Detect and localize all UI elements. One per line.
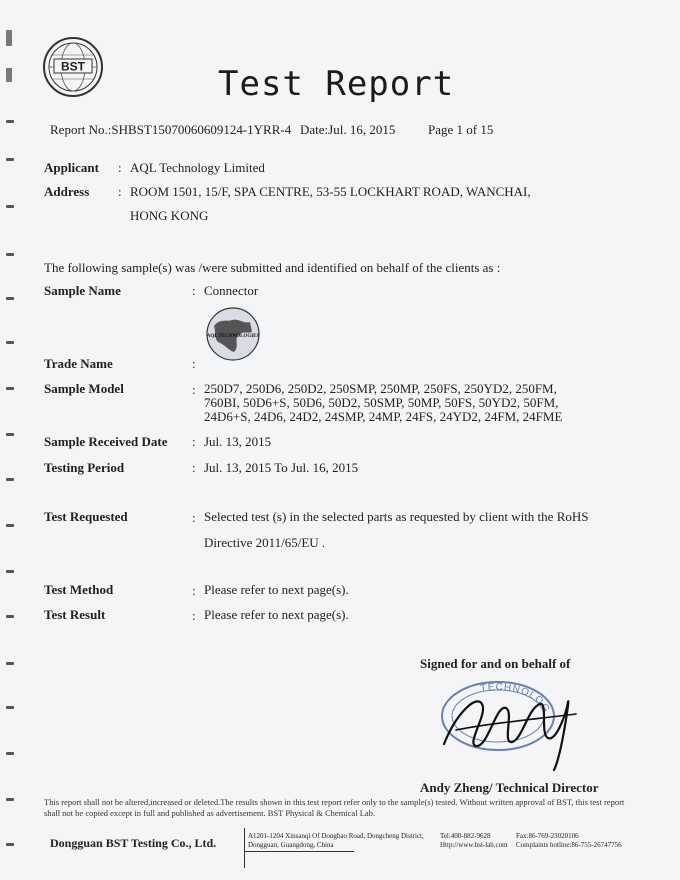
colon: : bbox=[192, 283, 196, 298]
footer-address-2: Dongguan, Guangdong, China bbox=[248, 841, 334, 849]
footer-company-name: Dongguan BST Testing Co., Ltd. bbox=[50, 836, 217, 850]
footer-fax: Fax:86-769-23020106 bbox=[516, 832, 579, 840]
sample-model-line-2: 760BI, 50D6+S, 50D6, 50D2, 50SMP, 50MP, 50FS, 50YD2, 50FM, bbox=[204, 395, 559, 410]
svg-text:AQL TECHNOLOGIES: AQL TECHNOLOGIES bbox=[206, 334, 260, 339]
testing-period-value: Jul. 13, 2015 To Jul. 16, 2015 bbox=[204, 460, 359, 475]
colon: : bbox=[192, 583, 196, 598]
signed-for-text: Signed for and on behalf of bbox=[420, 656, 571, 671]
sample-name-label: Sample Name bbox=[44, 283, 121, 298]
page-count: Page 1 of 15 bbox=[428, 122, 494, 137]
company-stamp-signature bbox=[436, 674, 586, 779]
address-line-2: HONG KONG bbox=[130, 208, 209, 223]
footer-divider bbox=[244, 828, 245, 868]
page-title: Test Report bbox=[218, 64, 455, 104]
applicant-value: AQL Technology Limited bbox=[130, 160, 265, 175]
test-method-value: Please refer to next page(s). bbox=[204, 582, 349, 597]
svg-text:BST: BST bbox=[61, 59, 85, 74]
colon: : bbox=[118, 184, 122, 199]
sample-model-line-1: 250D7, 250D6, 250D2, 250SMP, 250MP, 250FS, 250YD2, 250FM, bbox=[204, 381, 557, 396]
address-line-1: ROOM 1501, 15/F, SPA CENTRE, 53-55 LOCKHART ROAD, WANCHAI, bbox=[130, 184, 531, 199]
test-result-value: Please refer to next page(s). bbox=[204, 607, 349, 622]
sample-name-value: Connector bbox=[204, 283, 259, 298]
disclaimer-text: This report shall not be altered,increased or deleted.The results shown in this test report refer only to the sample(s) tested. Without written approval of BST, this test report shall not be copied except in full and published as advertisement. BST Physical & Chemical Lab. bbox=[44, 797, 625, 818]
colon: : bbox=[192, 510, 196, 525]
test-method-label: Test Method bbox=[44, 582, 114, 597]
colon: : bbox=[192, 460, 196, 475]
sample-model-line-3: 24D6+S, 24D6, 24D2, 24SMP, 24MP, 24FS, 24YD2, 24FM, 24FME bbox=[204, 409, 563, 424]
signer-name: Andy Zheng/ Technical Director bbox=[420, 780, 599, 795]
test-result-label: Test Result bbox=[44, 607, 106, 622]
report-date: Date:Jul. 16, 2015 bbox=[300, 122, 396, 137]
footer-divider bbox=[244, 851, 354, 852]
sample-received-value: Jul. 13, 2015 bbox=[204, 434, 272, 449]
footer-complaints: Complaints hotline:86-755-26747756 bbox=[516, 841, 622, 849]
sample-received-label: Sample Received Date bbox=[44, 434, 168, 449]
colon: : bbox=[192, 382, 196, 397]
sample-model-label: Sample Model bbox=[44, 381, 124, 396]
address-label: Address bbox=[44, 184, 90, 199]
colon: : bbox=[192, 356, 196, 371]
footer-address-1: A1201-1204 Xinsanqi Of Dongbao Road, Dongcheng District, bbox=[248, 832, 424, 840]
colon: : bbox=[118, 160, 122, 175]
footer-website: Http://www.bst-lab.com bbox=[440, 841, 508, 849]
footer-tel: Tel:400-882-9628 bbox=[440, 832, 491, 840]
testing-period-label: Testing Period bbox=[44, 460, 125, 475]
colon: : bbox=[192, 608, 196, 623]
trade-name-label: Trade Name bbox=[44, 356, 113, 371]
applicant-label: Applicant bbox=[44, 160, 99, 175]
svg-text:TECHNOLOGY: TECHNOLOG bbox=[479, 681, 552, 715]
test-requested-line-1: Selected test (s) in the selected parts as requested by client with the RoHS bbox=[204, 509, 589, 524]
report-number: Report No.:SHBST15070060609124-1YRR-4 bbox=[50, 122, 292, 137]
bst-logo bbox=[42, 36, 104, 103]
intro-text: The following sample(s) was /were submitted and identified on behalf of the clients as : bbox=[44, 260, 501, 275]
colon: : bbox=[192, 434, 196, 449]
test-requested-label: Test Requested bbox=[44, 509, 128, 524]
trade-logo bbox=[204, 306, 262, 367]
test-requested-line-2: Directive 2011/65/EU . bbox=[204, 535, 326, 550]
margin-marks bbox=[6, 0, 20, 880]
